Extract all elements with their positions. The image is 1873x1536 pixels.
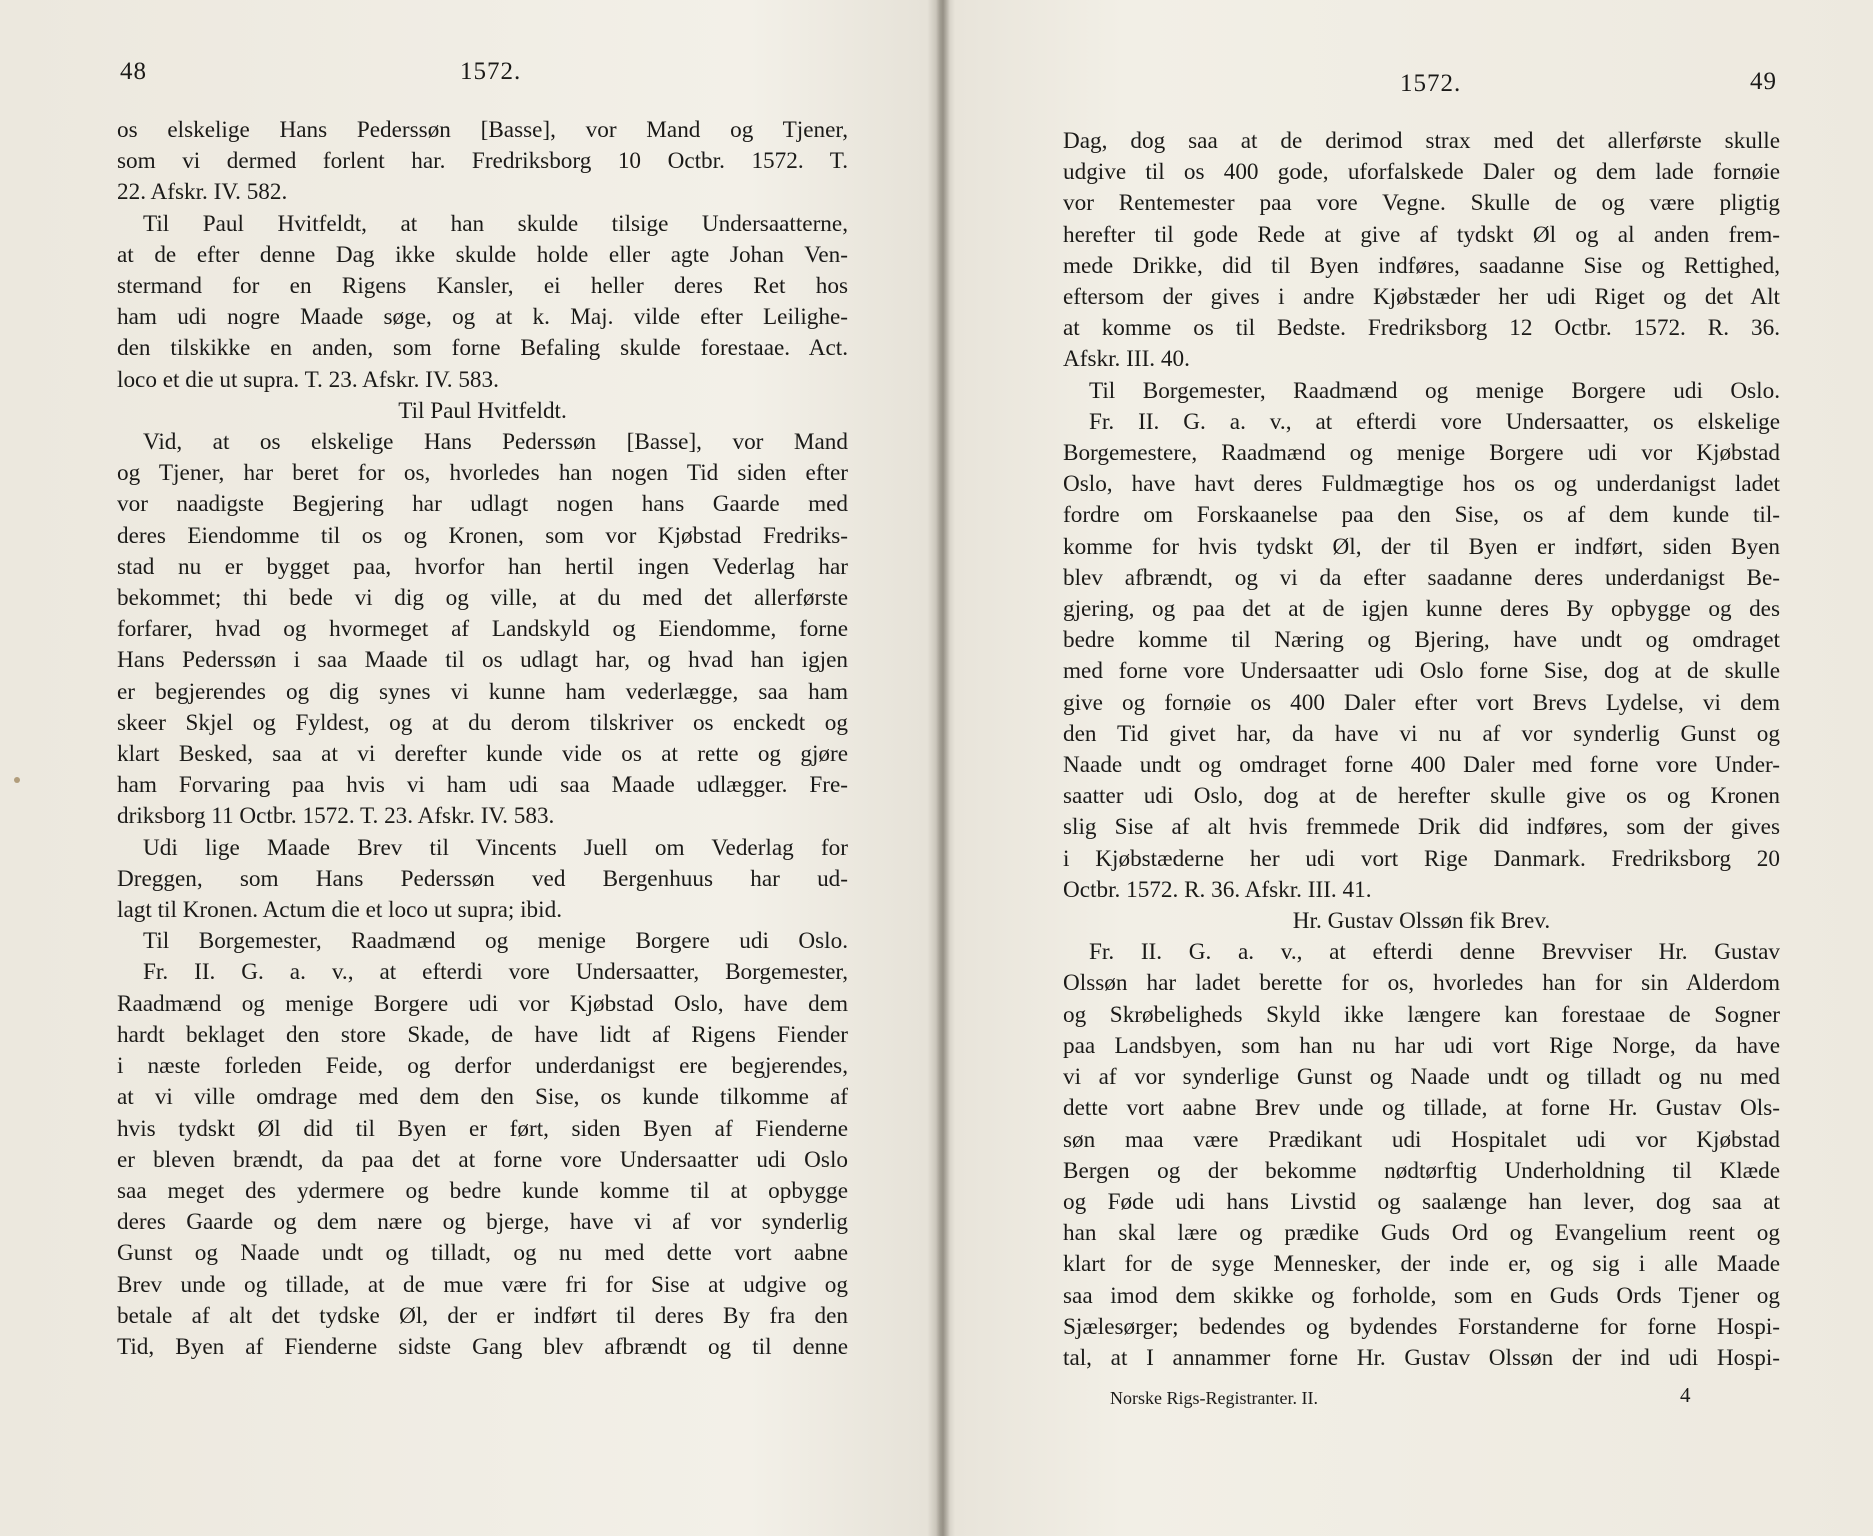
text-line: stermand for en Rigens Kansler, ei heller deres Ret hos bbox=[117, 273, 848, 300]
text-line: Til Paul Hvitfeldt. bbox=[398, 397, 567, 424]
text-line: som vi dermed forlent har. Fredriksborg 10 Octbr. 1572. T. bbox=[117, 148, 848, 175]
text-line: Udi lige Maade Brev til Vincents Juell om Vederlag for bbox=[143, 834, 848, 861]
left-page bbox=[0, 0, 936, 1536]
text-line: Fr. II. G. a. v., at efterdi vore Undersaatter, os elskelige bbox=[1089, 408, 1780, 435]
text-line: Til Paul Hvitfeldt, at han skulde tilsige Undersaatterne, bbox=[143, 210, 848, 237]
text-line: ham udi nogre Maade søge, og at k. Maj. vilde efter Leilighe- bbox=[117, 304, 848, 331]
text-line: saa meget des ydermere og bedre kunde komme til at opbygge bbox=[117, 1177, 848, 1204]
text-line: han skal lære og prædike Guds Ord og Evangelium reent og bbox=[1063, 1220, 1780, 1247]
text-line: udgive til os 400 gode, uforfalskede Daler og dem lade fornøie bbox=[1063, 159, 1780, 186]
text-line: og Skrøbeligheds Skyld ikke længere kan forestaae de Sogner bbox=[1063, 1001, 1780, 1028]
text-line: i næste forleden Feide, og derfor underdanigst ere begjerendes, bbox=[117, 1053, 848, 1080]
text-line: fordre om Forskaanelse paa den Sise, os af dem kunde til- bbox=[1063, 502, 1780, 529]
text-line: Fr. II. G. a. v., at efterdi vore Undersaatter, Borgemester, bbox=[143, 959, 848, 986]
text-line: Raadmænd og menige Borgere udi vor Kjøbstad Oslo, have dem bbox=[117, 990, 848, 1017]
footer-title: Norske Rigs-Registranter. II. bbox=[1110, 1388, 1318, 1408]
text-line: bekommet; thi bede vi dig og ville, at du med det allerførste bbox=[117, 585, 848, 612]
text-line: er bleven brændt, da paa det at forne vore Undersaatter udi Oslo bbox=[117, 1146, 848, 1173]
text-line: deres Eiendomme til os og Kronen, som vor Kjøbstad Fredriks- bbox=[117, 522, 848, 549]
text-line: bedre komme til Næring og Bjering, have undt og omdraget bbox=[1063, 627, 1780, 654]
text-line: loco et die ut supra. T. 23. Afskr. IV. 583. bbox=[117, 366, 499, 393]
text-line: Hans Pederssøn i saa Maade til os udlagt har, og hvad han igjen bbox=[117, 647, 848, 674]
text-line: Dreggen, som Hans Pederssøn ved Bergenhuus har ud- bbox=[117, 865, 848, 892]
text-line: mede Drikke, did til Byen indføres, saadanne Sise og Rettighed, bbox=[1063, 252, 1780, 279]
text-line: tal, at I annammer forne Hr. Gustav Olssøn der ind udi Hospi- bbox=[1063, 1344, 1780, 1371]
text-line: eftersom der gives i andre Kjøbstæder her udi Riget og det Alt bbox=[1063, 284, 1780, 311]
text-line: Til Borgemester, Raadmænd og menige Borgere udi Oslo. bbox=[143, 928, 848, 955]
footer-signature-mark: 4 bbox=[1680, 1383, 1691, 1407]
text-line: Dag, dog saa at de derimod strax med det allerførste skulle bbox=[1063, 128, 1780, 154]
text-line: 22. Afskr. IV. 582. bbox=[117, 179, 288, 206]
text-line: Olssøn har ladet berette for os, hvorledes han for sin Alderdom bbox=[1063, 970, 1780, 997]
text-line: vor naadigste Begjering har udlagt nogen hans Gaarde med bbox=[117, 491, 848, 518]
text-line: at komme os til Bedste. Fredriksborg 12 Octbr. 1572. R. 36. bbox=[1063, 315, 1780, 342]
text-line: Afskr. III. 40. bbox=[1063, 346, 1190, 373]
text-line: herefter til gode Rede at give af tydskt Øl og al anden frem- bbox=[1063, 221, 1780, 248]
text-line: den Tid givet har, da have vi nu af vor synderlig Gunst og bbox=[1063, 720, 1780, 747]
text-line: saa imod dem skikke og forholde, som en Guds Ords Tjener og bbox=[1063, 1282, 1780, 1309]
book-gutter bbox=[936, 0, 950, 1536]
text-line: blev afbrændt, og vi da efter saadanne deres underdanigst Be- bbox=[1063, 564, 1780, 591]
text-line: Octbr. 1572. R. 36. Afskr. III. 41. bbox=[1063, 876, 1372, 903]
text-line: deres Gaarde og dem nære og bjerge, have vi af vor synderlig bbox=[117, 1209, 848, 1236]
text-line: og Tjener, har beret for os, hvorledes han nogen Tid siden efter bbox=[117, 460, 848, 487]
text-line: lagt til Kronen. Actum die et loco ut supra; ibid. bbox=[117, 897, 562, 924]
text-line: vi af vor synderlige Gunst og Naade undt og tilladt og nu med bbox=[1063, 1064, 1780, 1091]
text-line: Brev unde og tillade, at de mue være fri for Sise at udgive og bbox=[117, 1271, 848, 1298]
text-line: med forne vore Undersaatter udi Oslo forne Sise, dog at de skulle bbox=[1063, 658, 1780, 685]
text-line: Bergen og der bekomme nødtørftig Underholdning til Klæde bbox=[1063, 1157, 1780, 1184]
text-line: driksborg 11 Octbr. 1572. T. 23. Afskr. IV. 583. bbox=[117, 803, 555, 830]
text-line: os elskelige Hans Pederssøn [Basse], vor Mand og Tjener, bbox=[117, 117, 848, 143]
text-line: at vi ville omdrage med dem den Sise, os kunde tilkomme af bbox=[117, 1084, 848, 1111]
left-page-number: 48 bbox=[120, 58, 147, 85]
text-line: Oslo, have havt deres Fuldmægtige hos os og underdanigst ladet bbox=[1063, 471, 1780, 498]
text-line: hvis tydskt Øl did til Byen er ført, siden Byen af Fienderne bbox=[117, 1115, 848, 1142]
text-line: slig Sise af alt hvis fremmede Drik did indføres, som der gives bbox=[1063, 814, 1780, 841]
text-line: Sjælesørger; bedendes og bydendes Forstanderne for forne Hospi- bbox=[1063, 1313, 1780, 1340]
text-line: ham Forvaring paa hvis vi ham udi saa Maade udlægger. Fre- bbox=[117, 772, 848, 799]
paper-spot bbox=[14, 777, 20, 783]
left-page-text bbox=[117, 115, 848, 1363]
text-line: forfarer, hvad og hvormeget af Landskyld og Eiendomme, forne bbox=[117, 616, 848, 643]
text-line: og Føde udi hans Livstid og saalænge han lever, dog saa at bbox=[1063, 1188, 1780, 1215]
text-line: saatter udi Oslo, dog at de herefter skulle give os og Kronen bbox=[1063, 783, 1780, 810]
text-line: Naade undt og omdraget forne 400 Daler med forne vore Under- bbox=[1063, 752, 1780, 779]
text-line: vor Rentemester paa vore Vegne. Skulle de og være pligtig bbox=[1063, 190, 1780, 217]
text-line: give og fornøie os 400 Daler efter vort Brevs Lydelse, vi dem bbox=[1063, 689, 1780, 716]
left-running-head-year: 1572. bbox=[460, 58, 522, 85]
text-line: klart for de syge Mennesker, der inde er, og sig i alle Maade bbox=[1063, 1251, 1780, 1278]
text-line: Vid, at os elskelige Hans Pederssøn [Basse], vor Mand bbox=[143, 429, 848, 456]
text-line: Til Borgemester, Raadmænd og menige Borgere udi Oslo. bbox=[1089, 377, 1780, 404]
text-line: komme for hvis tydskt Øl, der til Byen er indført, siden Byen bbox=[1063, 533, 1780, 560]
text-line: dette vort aabne Brev unde og tillade, at forne Hr. Gustav Ols- bbox=[1063, 1095, 1780, 1122]
text-line: søn maa være Prædikant udi Hospitalet udi vor Kjøbstad bbox=[1063, 1126, 1780, 1153]
right-running-head-year: 1572. bbox=[1400, 70, 1462, 97]
text-line: Gunst og Naade undt og tilladt, og nu med dette vort aabne bbox=[117, 1240, 848, 1267]
text-line: den tilskikke en anden, som forne Befaling skulde forestaae. Act. bbox=[117, 335, 848, 362]
text-line: gjering, og paa det at de igjen kunne deres By opbygge og des bbox=[1063, 596, 1780, 623]
text-line: paa Landsbyen, som han nu har udi vort Rige Norge, da have bbox=[1063, 1032, 1780, 1059]
right-page-text bbox=[1063, 126, 1780, 1374]
text-line: Borgemestere, Raadmænd og menige Borgere udi vor Kjøbstad bbox=[1063, 440, 1780, 467]
text-line: hardt beklaget den store Skade, de have lidt af Rigens Fiender bbox=[117, 1021, 848, 1048]
text-line: at de efter denne Dag ikke skulde holde eller agte Johan Ven- bbox=[117, 241, 848, 268]
text-line: er begjerendes og dig synes vi kunne ham vederlægge, saa ham bbox=[117, 678, 848, 705]
text-line: Fr. II. G. a. v., at efterdi denne Brevviser Hr. Gustav bbox=[1089, 939, 1780, 966]
right-page bbox=[950, 0, 1873, 1536]
text-line: skeer Skjel og Fyldest, og at du derom tilskriver os enckedt og bbox=[117, 709, 848, 736]
text-line: Tid, Byen af Fienderne sidste Gang blev afbrændt og til denne bbox=[117, 1333, 848, 1360]
text-line: i Kjøbstæderne her udi vort Rige Danmark. Fredriksborg 20 bbox=[1063, 845, 1780, 872]
text-line: Hr. Gustav Olssøn fik Brev. bbox=[1292, 908, 1551, 935]
text-line: stad nu er bygget paa, hvorfor han hertil ingen Vederlag har bbox=[117, 553, 848, 580]
text-line: betale af alt det tydske Øl, der er indført til deres By fra den bbox=[117, 1302, 848, 1329]
right-page-number: 49 bbox=[1750, 68, 1777, 95]
text-line: klart Besked, saa at vi derefter kunde vide os at rette og gjøre bbox=[117, 741, 848, 768]
